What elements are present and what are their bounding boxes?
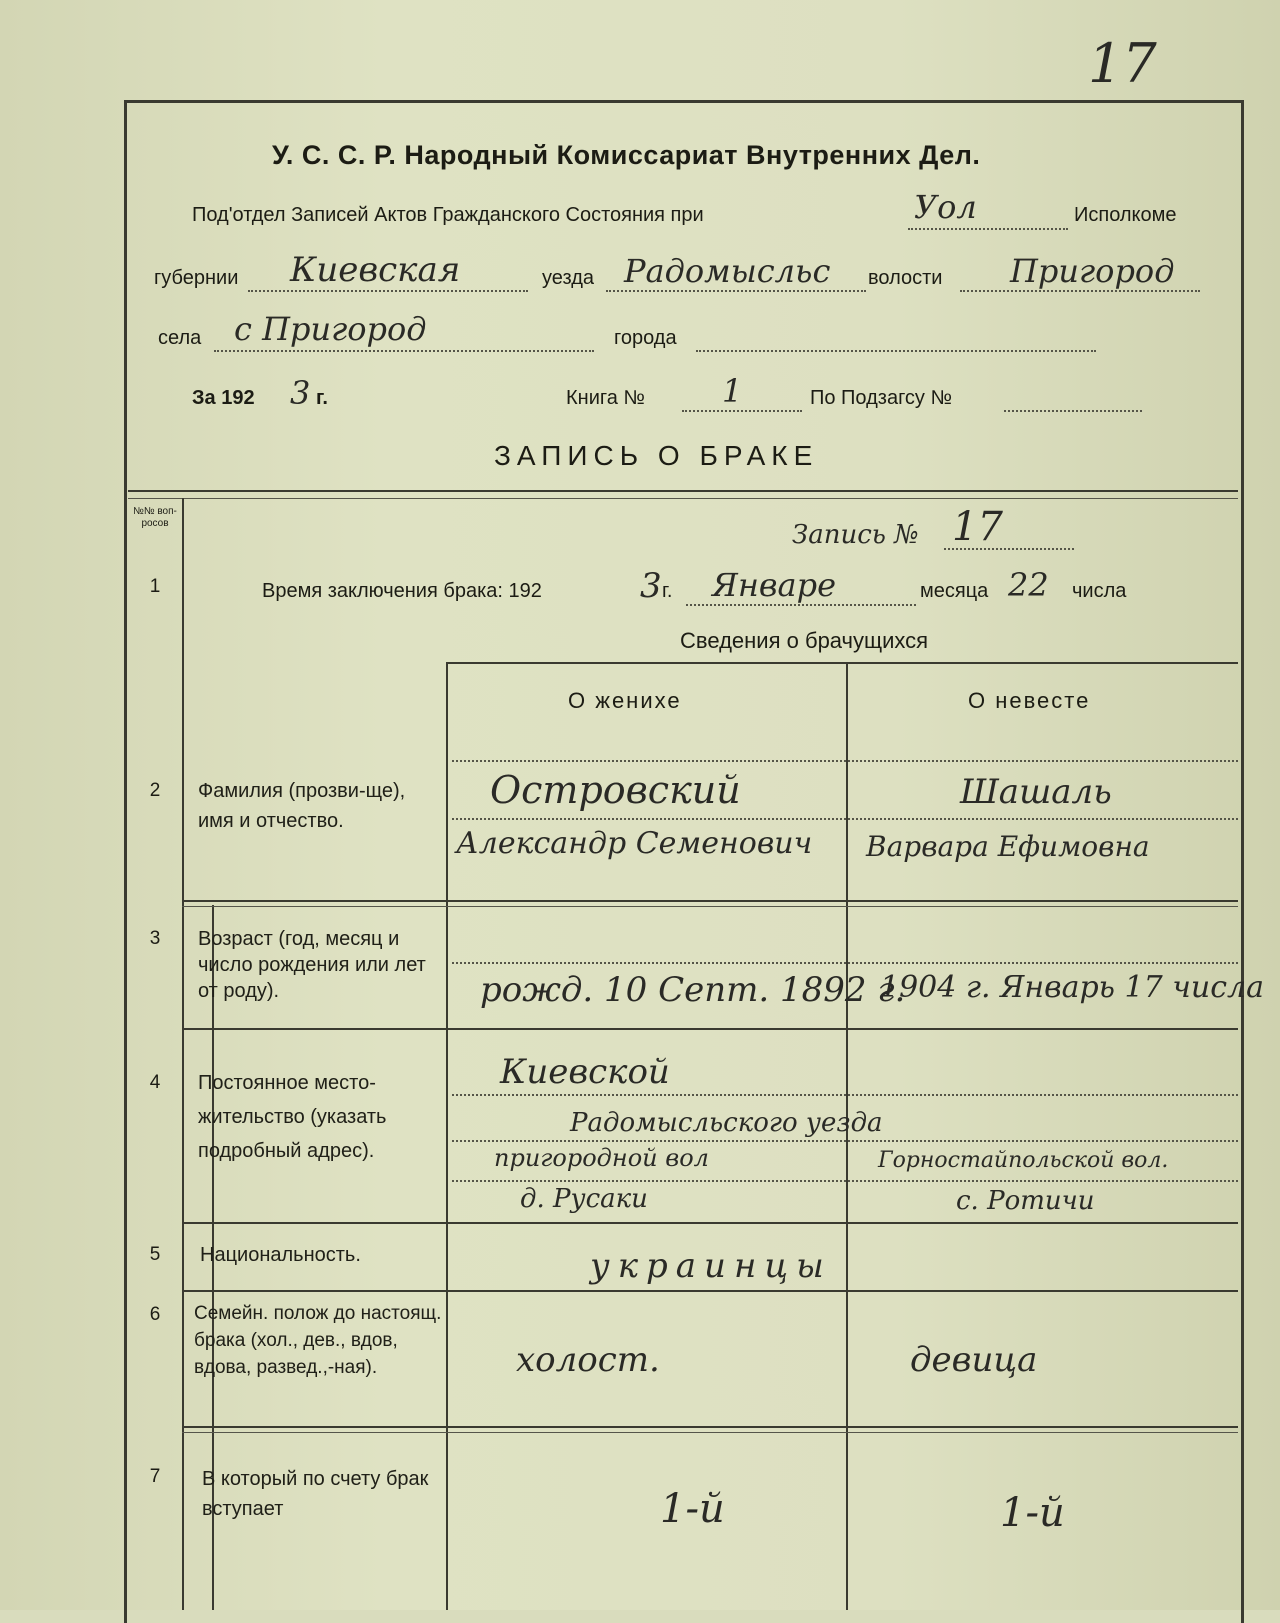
day-label: числа xyxy=(1072,580,1127,602)
year-value: 3 xyxy=(290,374,311,412)
row-3-number: 3 xyxy=(149,928,161,949)
uezd-line xyxy=(606,290,866,292)
gubernia-label: губернии xyxy=(154,267,239,289)
day-value: 22 xyxy=(1008,566,1049,604)
bride-village: с. Ротичи xyxy=(956,1186,1095,1216)
row-3-bottom-line xyxy=(182,1028,1238,1030)
groom-village: д. Русаки xyxy=(520,1184,648,1214)
row-2-bottom-line xyxy=(182,900,1238,902)
book-line xyxy=(682,410,802,412)
volost-line xyxy=(960,290,1200,292)
month-value: Январе xyxy=(712,566,837,604)
uezd-value: Радомысльс xyxy=(624,252,831,290)
nationality-value: украинцы xyxy=(590,1246,832,1286)
book-value: 1 xyxy=(722,372,743,410)
podzags-label: По Подзагсу № xyxy=(810,387,952,409)
groom-birth: рожд. 10 Септ. 1892 г. xyxy=(480,970,906,1010)
form-title: У. С. С. Р. Народный Комиссариат Внутренних Дел. xyxy=(272,140,981,170)
year-suffix: г. xyxy=(316,387,328,409)
time-label: Время заключения брака: 192 xyxy=(262,580,542,602)
row-5-bottom-line xyxy=(182,1290,1238,1292)
entry-value: 17 xyxy=(952,504,1003,550)
row-4-line-3 xyxy=(452,1180,1238,1182)
row-4-line-1 xyxy=(452,1094,1238,1096)
info-header: Сведения о брачущихся xyxy=(680,628,929,653)
entry-label: Запись № xyxy=(792,520,919,550)
uezd-label: уезда xyxy=(542,267,594,289)
gubernia-value: Киевская xyxy=(290,250,461,290)
row-4-label: Постоянное место-жительство (указать подробный адрес). xyxy=(198,1072,387,1162)
row-1-number: 1 xyxy=(149,576,161,597)
table-top-line-1 xyxy=(128,490,1238,492)
row-4-line-2 xyxy=(452,1140,1238,1142)
time-g: г. xyxy=(662,580,673,602)
residence-region: Киевской xyxy=(500,1052,670,1092)
subdept-value: Уол xyxy=(914,188,977,226)
num-col-header: №№ воп-росов xyxy=(133,506,177,529)
row-2-number: 2 xyxy=(149,780,161,801)
row-2-bottom-line-b xyxy=(182,906,1238,907)
groom-volost: пригородной вол xyxy=(494,1144,709,1172)
bride-name: Варвара Ефимовна xyxy=(866,830,1150,863)
row-6-label: Семейн. полож до настоящ. брака (хол., дев., вдов, вдова, развед.,-ная). xyxy=(194,1303,442,1378)
groom-name: Александр Семенович xyxy=(456,826,813,861)
selo-label: села xyxy=(158,327,202,349)
groom-status: холост. xyxy=(516,1340,660,1380)
row-6-bottom-line-b xyxy=(182,1432,1238,1433)
gorod-label: города xyxy=(614,327,677,349)
row-5-number: 5 xyxy=(149,1244,161,1265)
book-label: Книга № xyxy=(566,387,645,409)
gubernia-line xyxy=(248,290,528,292)
page-number: 17 xyxy=(1088,32,1157,95)
bride-surname: Шашаль xyxy=(960,772,1112,812)
row-2-label: Фамилия (прозви-ще), имя и отчество. xyxy=(198,780,406,832)
row-6-bottom-line xyxy=(182,1426,1238,1428)
month-label: месяца xyxy=(920,580,989,602)
selo-line xyxy=(214,350,594,352)
label-col-line xyxy=(446,662,448,1610)
gorod-line xyxy=(696,350,1096,352)
podzags-line xyxy=(1004,410,1142,412)
selo-value: с Пригород xyxy=(234,310,427,348)
row-4-number: 4 xyxy=(149,1072,161,1093)
row-3-label: Возраст (год, месяц и число рождения или лет от роду). xyxy=(198,928,426,1002)
subdept-line xyxy=(908,228,1068,230)
year-label: За 192 xyxy=(192,387,255,409)
table-top-line-2 xyxy=(128,498,1238,499)
info-header-line xyxy=(446,662,1238,664)
subdept-suffix: Исполкоме xyxy=(1074,204,1177,226)
bride-header: О невесте xyxy=(968,688,1091,713)
record-heading: ЗАПИСЬ О БРАКЕ xyxy=(494,440,819,471)
bride-volost: Горностайпольской вол. xyxy=(878,1148,1169,1173)
row-2-mid-line xyxy=(452,818,1238,820)
groom-surname: Островский xyxy=(490,768,741,812)
row-5-label: Национальность. xyxy=(200,1244,361,1266)
time-year: 3 xyxy=(640,566,662,606)
groom-marriage-count: 1-й xyxy=(660,1486,725,1532)
subdept-label: Под'отдел Записей Актов Гражданского Состояния при xyxy=(192,204,704,226)
residence-district: Радомысльского уезда xyxy=(570,1108,883,1138)
bride-status: девица xyxy=(910,1340,1038,1380)
groom-header: О женихе xyxy=(568,688,682,713)
row-3-mid-line xyxy=(452,962,1238,964)
bride-marriage-count: 1-й xyxy=(1000,1490,1065,1536)
row-6-number: 6 xyxy=(149,1304,161,1325)
row-7-label: В который по счету брак вступает xyxy=(202,1468,429,1520)
month-line xyxy=(686,604,916,606)
row-7-number: 7 xyxy=(149,1466,161,1487)
bride-birth: 1904 г. Январь 17 числа xyxy=(880,970,1265,1005)
row-2-top-line xyxy=(452,760,1238,762)
volost-value: Пригород xyxy=(1010,252,1175,290)
volost-label: волости xyxy=(868,267,943,289)
row-4-bottom-line xyxy=(182,1222,1238,1224)
num-col-line xyxy=(182,498,184,1610)
